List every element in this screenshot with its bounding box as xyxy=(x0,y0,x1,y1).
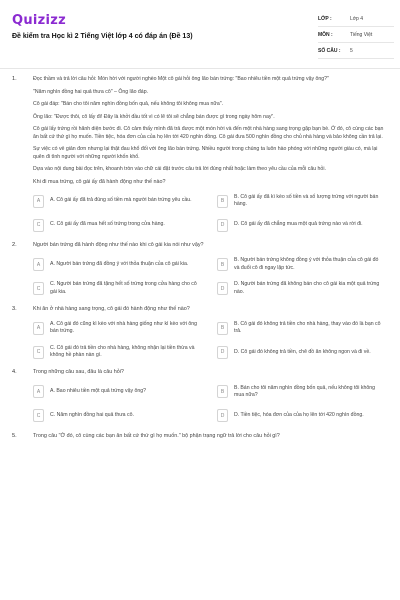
option-text: D. Tiền tiệc, hóa đơn của của họ lên tới 420 nghìn đồng. xyxy=(234,412,364,419)
question-prompt: Khi ăn ở nhà hàng sang trọng, cô gái đó hành động như thế nào? xyxy=(33,305,190,312)
answer-option-b[interactable] xyxy=(217,192,385,210)
option-text: B. Cô gái đó không trả tiền cho nhà hàng, thay vào đó là bạn cô trả. xyxy=(234,321,381,335)
answer-option-c[interactable] xyxy=(33,216,201,234)
question-number: 3. xyxy=(12,305,17,312)
question-number: 4. xyxy=(12,369,17,376)
answer-option-c[interactable] xyxy=(33,407,201,425)
question-body xyxy=(33,242,385,298)
option-text: D. Cô gái ấy đã chẳng mua một quả trứng nào và rời đi. xyxy=(234,221,363,228)
passage-paragraph: Cô gái lấy trứng rồi hãnh diện bước đi. Cô cảm thấy mình đã trả được một món hời và đến một nhà hàng sang trọng gặp bạn bè. Ở đó, cô cùng các bạn ăn bất cứ thứ gì họ muốn. Tiền tiệc, hóa đơn của của họ lên tới 420 nghìn đồng. Cô gái đưa 500 nghìn đồng cho chủ nhà hàng và bảo không cần trả lại. xyxy=(33,126,384,140)
answer-options xyxy=(33,256,385,298)
question-1 xyxy=(12,76,388,234)
answer-option-b[interactable] xyxy=(217,383,385,401)
meta-row-subject xyxy=(318,28,394,43)
option-letter-box: A xyxy=(33,385,44,398)
question-number: 5. xyxy=(12,432,17,439)
option-text: B. Bán cho tôi năm nghìn đồng bốn quả, nếu không tôi không mua nữa? xyxy=(234,384,376,398)
answer-option-a[interactable] xyxy=(33,256,201,274)
answer-option-b[interactable] xyxy=(217,319,385,337)
option-letter-box: D xyxy=(217,282,228,295)
option-letter-box: C xyxy=(33,346,44,359)
question-body xyxy=(33,369,385,425)
option-letter-box: A xyxy=(33,258,44,271)
page-title: Đề kiểm tra Học kì 2 Tiếng Việt lớp 4 có đáp án (Đề 13) xyxy=(12,33,193,40)
answer-option-a[interactable] xyxy=(33,383,201,401)
option-text: B. Người bán trứng không đồng ý với thỏa thuận của cô gái đó và đuổi cô đi ngay lập tức. xyxy=(234,257,379,271)
passage-paragraph: Ông lão: "Được thôi, cô lấy đi! Đây là khởi đầu tốt vì có lẽ tôi sẽ chẳng bán được gì trong ngày hôm nay". xyxy=(33,113,275,120)
passage-paragraph: Dựa vào nội dung bài đọc trên, khoanh tròn vào chữ cái đặt trước câu trả lời đúng nhất hoặc làm theo yêu cầu của mỗi câu hỏi. xyxy=(33,166,326,172)
header-divider xyxy=(0,68,400,69)
option-letter-box: A xyxy=(33,195,44,208)
answer-option-c[interactable] xyxy=(33,343,201,361)
meta-value: 5 xyxy=(350,48,353,54)
question-prompt: Người bán trứng đã hành động như thế nào khi cô gái kia nói như vậy? xyxy=(33,242,204,249)
question-number: 2. xyxy=(12,242,17,249)
option-text: A. Người bán trứng đã đồng ý với thỏa thuận của cô gái kia. xyxy=(50,261,189,268)
option-text: A. Bao nhiêu tiền một quả trứng vậy ông? xyxy=(50,388,147,395)
option-letter-box: B xyxy=(217,322,228,335)
question-prompt: Trong câu "Ở đó, cô cùng các bạn ăn bất cứ thứ gì họ muốn." bộ phận trạng ngữ trả lời cho câu hỏi gì? xyxy=(33,432,280,439)
option-letter-box: D xyxy=(217,346,228,359)
option-text: C. Năm nghìn đồng hai quả thưa cô. xyxy=(50,412,134,419)
option-letter-box: C xyxy=(33,409,44,422)
question-list xyxy=(12,76,388,448)
passage-paragraph: Đọc thầm và trả lời câu hỏi: Món hời với người nghèo Một cô gái hỏi ông lão bán trứng: "Bao nhiêu tiền một quả trứng vậy ông?" xyxy=(33,76,329,82)
option-text: A. Cô gái ấy đã trả đúng số tiền mà người bán trứng yêu cầu. xyxy=(50,197,192,204)
option-text: D. Cô gái đó không trả tiền, chê đồ ăn không ngon và đi về. xyxy=(234,348,371,355)
meta-table xyxy=(318,12,394,60)
option-letter-box: C xyxy=(33,219,44,232)
meta-value: Lớp 4 xyxy=(350,16,364,22)
meta-label: LỚP : xyxy=(318,16,332,22)
option-letter-box: B xyxy=(217,258,228,271)
question-body xyxy=(33,433,385,441)
answer-option-d[interactable] xyxy=(217,407,385,425)
question-5 xyxy=(12,433,388,441)
meta-row-count xyxy=(318,44,394,59)
meta-label: MÔN : xyxy=(318,32,333,38)
option-letter-box: B xyxy=(217,385,228,398)
option-text: C. Người bán trứng đã tặng hết số trứng trong cửa hàng cho cô gái kia. xyxy=(50,281,197,295)
question-number: 1. xyxy=(12,76,17,82)
option-letter-box: A xyxy=(33,322,44,335)
option-letter-box: D xyxy=(217,219,228,232)
answer-option-d[interactable] xyxy=(217,280,385,298)
question-prompt: Trong những câu sau, đâu là câu hỏi? xyxy=(33,369,124,376)
passage-paragraph: "Năm nghìn đồng hai quả thưa cô" – Ông lão đáp. xyxy=(33,88,149,95)
answer-option-c[interactable] xyxy=(33,280,201,298)
page-header xyxy=(0,0,400,68)
option-letter-box: B xyxy=(217,195,228,208)
option-text: D. Người bán trứng đã không bán cho cô gái kia một quả trứng nào. xyxy=(234,281,380,295)
meta-label: SỐ CÂU : xyxy=(318,48,341,54)
answer-option-a[interactable] xyxy=(33,192,201,210)
answer-option-d[interactable] xyxy=(217,216,385,234)
answer-options xyxy=(33,192,385,234)
answer-option-a[interactable] xyxy=(33,319,201,337)
meta-row-class xyxy=(318,12,394,27)
question-prompt: Khi đi mua trứng, cô gái ấy đã hành động như thế nào? xyxy=(33,178,166,185)
question-2 xyxy=(12,242,388,298)
meta-value: Tiếng Việt xyxy=(350,32,373,38)
passage-paragraph: Sự việc có vẻ giản đơn nhưng lại thật đau khổ đối với ông lão bán trứng. Nhiều người trong chúng ta luôn hào phóng với những người giàu có, mà lại quên đi tình người với những người khốn khổ. xyxy=(33,146,378,160)
option-text: C. Cô gái đó trả tiền cho nhà hàng, không nhận lại tiền thừa và không hề phàn nàn gì. xyxy=(50,345,195,359)
option-text: A. Cô gái đó cũng kì kèo với nhà hàng giống như kì kèo với ông bán trứng. xyxy=(50,321,197,335)
question-body xyxy=(33,76,385,234)
option-letter-box: D xyxy=(217,409,228,422)
quizizz-logo: Quizizz xyxy=(12,13,67,28)
option-text: C. Cô gái ấy đã mua hết số trứng trong cửa hàng. xyxy=(50,221,165,228)
answer-option-d[interactable] xyxy=(217,343,385,361)
question-4 xyxy=(12,369,388,425)
passage-paragraph: Cô gái đáp: "Bán cho tôi năm nghìn đồng bốn quả, nếu không tôi không mua nữa". xyxy=(33,101,224,107)
option-letter-box: C xyxy=(33,282,44,295)
answer-options xyxy=(33,319,385,361)
answer-options xyxy=(33,383,385,425)
option-text: B. Cô gái ấy đã kì kèo số tiền và số lượng trứng với người bán hàng. xyxy=(234,193,379,208)
answer-option-b[interactable] xyxy=(217,256,385,274)
question-3 xyxy=(12,306,388,362)
question-body xyxy=(33,306,385,362)
